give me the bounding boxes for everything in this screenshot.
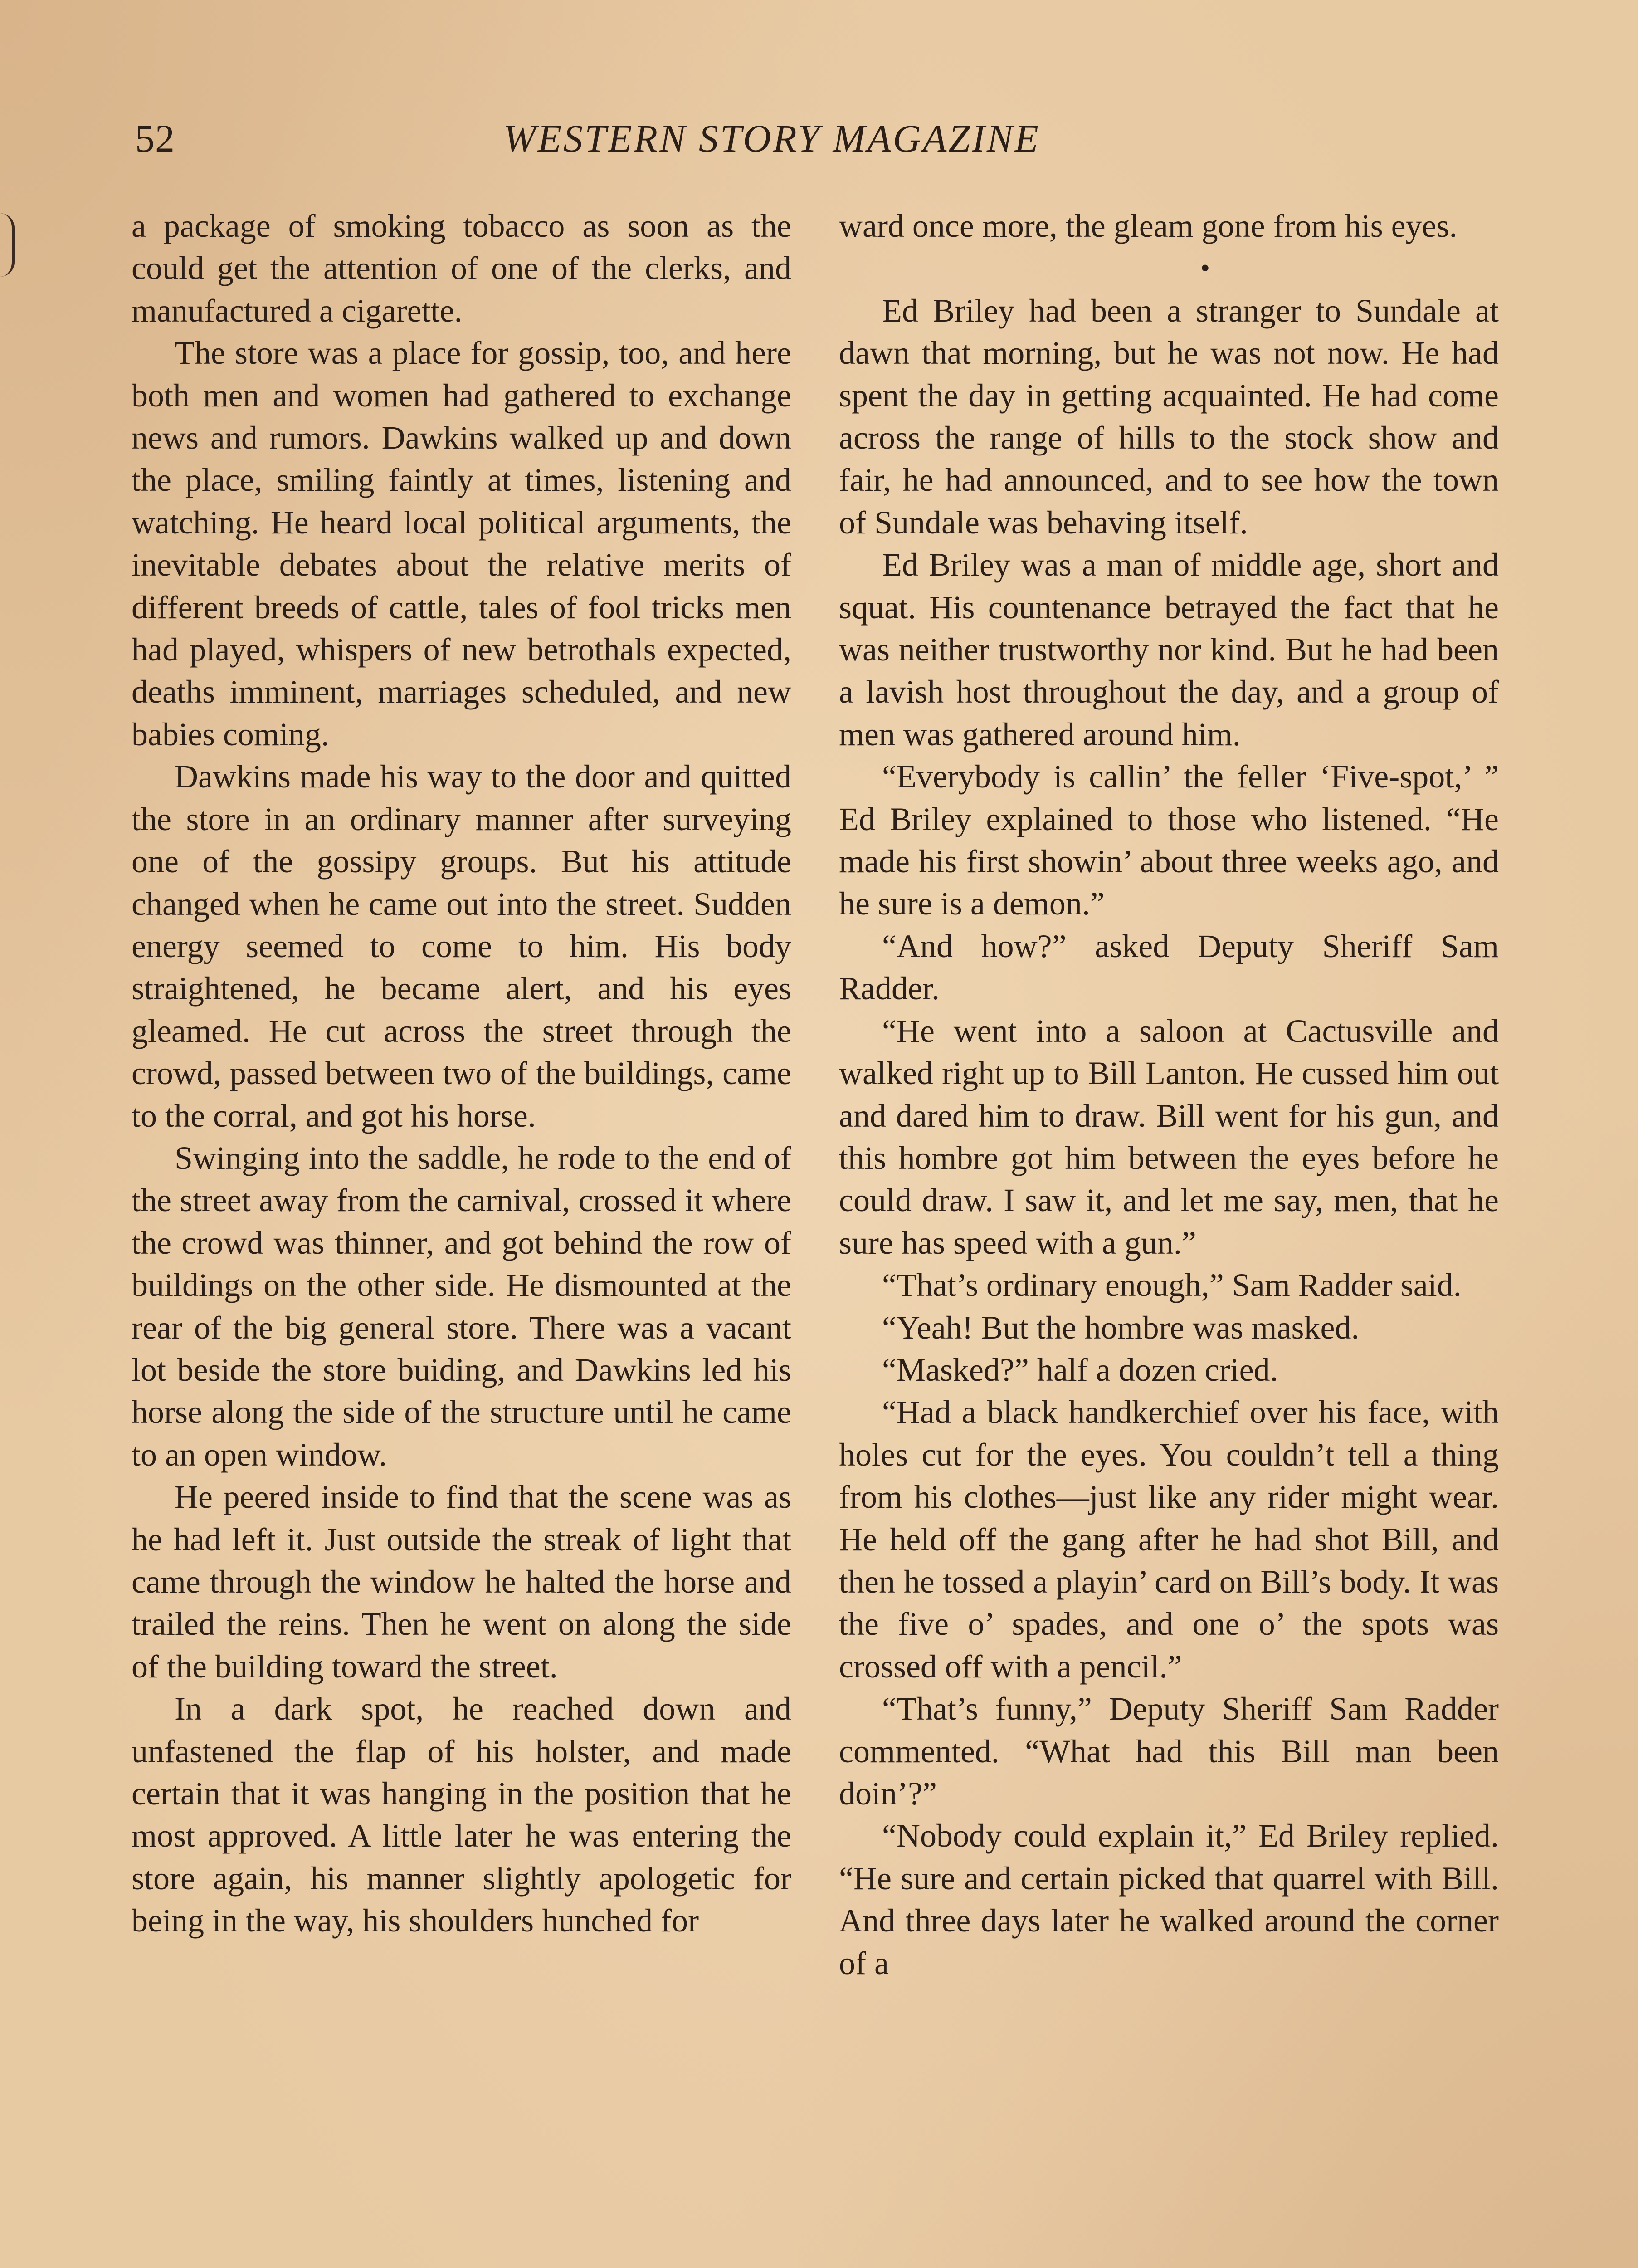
paragraph: Ed Briley was a man of middle age, short and squat. His countenance betrayed the fact that he was neither trustworthy nor kind. But he had been a lavish host throughout the day, and a group of men was gathered around him.: [839, 547, 1499, 753]
paragraph: “And how?” asked Deputy Sheriff Sam Radder.: [839, 928, 1499, 1007]
paragraph: “He went into a saloon at Cactusville and walked right up to Bill Lanton. He cussed him out and dared him to draw. Bill went for his gun, and this hombre got him between the eyes before he could draw. I saw it, and let me say, men, that he sure has speed with a gun.”: [839, 1012, 1499, 1261]
paragraph: Swinging into the saddle, he rode to the end of the street away from the carnival, crossed it where the crowd was thinner, and got behind the row of buildings on the other side. He dismounted at the rear of the big general store. There was a vacant lot beside the store buiding, and Dawkins led his horse along the side of the structure until he came to an open window.: [132, 1139, 791, 1473]
paragraph: “Yeah! But the hombre was masked.: [882, 1309, 1360, 1346]
right-column: [839, 205, 1499, 1984]
paragraph-continuation: ward once more, the gleam gone from his eyes.: [839, 208, 1458, 244]
paragraph: “Had a black handkerchief over his face, with holes cut for the eyes. You couldn’t tell a thing from his clothes—just like any rider might wear. He held off the gang after he had shot Bill, and then he tossed a playin’ card on Bill’s body. It was the five o’ spades, and one o’ the spots was crossed off with a pencil.”: [839, 1394, 1499, 1685]
paragraph: a package of smoking tobacco as soon as the could get the attention of one of the clerks, and manufactured a cigarette.: [132, 208, 791, 329]
paragraph: “Everybody is callin’ the feller ‘Five-spot,’ ” Ed Briley explained to those who listened. “He made his first showin’ about three weeks ago, and he sure is a demon.”: [839, 758, 1499, 922]
paragraph: Ed Briley had been a stranger to Sundale at dawn that morning, but he was not now. He had spent the day in getting acquainted. He had come across the range of hills to the stock show and fair, he had announced, and to see how the town of Sundale was behaving itself.: [839, 292, 1499, 541]
page-edge-mark: [0, 213, 15, 277]
paragraph: Dawkins made his way to the door and quitted the store in an ordinary manner after surveying one of the gossipy groups. But his attitude changed when he came out into the street. Sudden energy seemed to come to him. His body straightened, he became alert, and his eyes gleamed. He cut across the street through the crowd, passed between two of the buildings, came to the corral, and got his horse.: [132, 758, 791, 1134]
paragraph: “Masked?” half a dozen cried.: [882, 1351, 1278, 1388]
paragraph: “That’s ordinary enough,” Sam Radder said.: [882, 1267, 1462, 1304]
running-head: WESTERN STORY MAGAZINE: [503, 117, 1040, 160]
left-column: [132, 205, 791, 1942]
paragraph: In a dark spot, he reached down and unfastened the flap of his holster, and made certain that it was hanging in the position that he most approved. A little later he was entering the store again, his manner slightly apologetic for being in the way, his shoulders hunched for: [132, 1691, 791, 1939]
paragraph: “Nobody could explain it,” Ed Briley replied. “He sure and certain picked that quarrel with Bill. And three days later he walked around the corner of a: [839, 1818, 1499, 1981]
page-number: 52: [135, 117, 175, 160]
paragraph: “That’s funny,” Deputy Sheriff Sam Radder commented. “What had this Bill man been doin’?”: [839, 1691, 1499, 1812]
paragraph: The store was a place for gossip, too, and here both men and women had gathered to exchange news and rumors. Dawkins walked up and down the place, smiling faintly at times, listening and watching. He heard local political arguments, the inevitable debates about the relative merits of different breeds of cattle, tales of fool tricks men had played, whispers of new betrothals expected, deaths imminent, marriages scheduled, and new babies coming.: [132, 335, 791, 753]
scene-break: •: [1200, 253, 1210, 284]
paragraph: He peered inside to find that the scene was as he had left it. Just outside the streak of light that came through the window he halted the horse and trailed the reins. Then he went on along the side of the building toward the street.: [132, 1479, 791, 1685]
